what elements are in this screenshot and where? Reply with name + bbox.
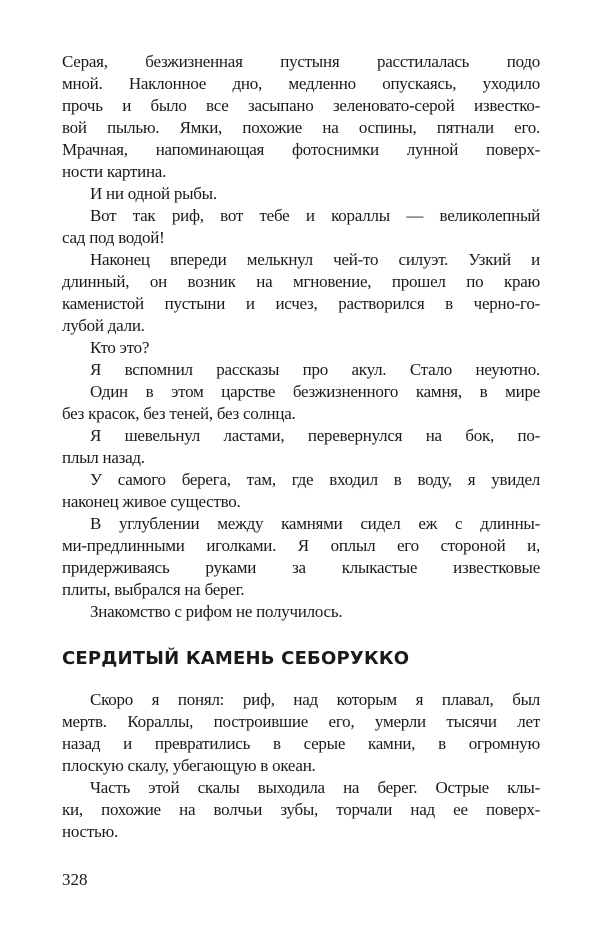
text-line: Серая, безжизненная пустыня расстилалась подо [62,52,540,71]
section-heading: СЕРДИТЫЙ КАМЕНЬ СЕБОРУККО [62,648,410,669]
text-line: И ни одной рыбы. [90,184,217,203]
text-line: лубой дали. [62,316,145,335]
text-line: без красок, без теней, без солнца. [62,404,296,423]
text-line: Я вспомнил рассказы про акул. Стало неуютно. [90,360,540,379]
text-line: Я шевельнул ластами, перевернулся на бок, по- [90,426,540,445]
page-number: 328 [62,870,88,889]
text-line: Мрачная, напоминающая фотоснимки лунной поверх- [62,140,540,159]
text-line: В углублении между камнями сидел еж с длинны- [90,514,540,533]
text-line: сад под водой! [62,228,165,247]
text-line: У самого берега, там, где входил в воду, я увидел [90,470,540,489]
text-line: плоскую скалу, убегающую в океан. [62,756,316,775]
text-line: плыл назад. [62,448,145,467]
text-line: плиты, выбрался на берег. [62,580,245,599]
text-line: Один в этом царстве безжизненного камня, в мире [90,382,540,401]
text-line: ки, похожие на волчьи зубы, торчали над ее поверх- [62,800,540,819]
text-line: Часть этой скалы выходила на берег. Острые клы- [90,778,540,797]
text-line: каменистой пустыни и исчез, растворился в черно-го- [62,294,540,313]
text-line: мертв. Кораллы, построившие его, умерли тысячи лет [62,712,540,731]
text-line: ми-предлинными иголками. Я оплыл его стороной и, [62,536,540,555]
text-line: Знакомство с рифом не получилось. [90,602,343,621]
text-line: длинный, он возник на мгновение, прошел по краю [62,272,540,291]
text-line: Скоро я понял: риф, над которым я плавал, был [90,690,540,709]
text-line: назад и превратились в серые камни, в огромную [62,734,540,753]
text-line: Кто это? [90,338,150,357]
text-line: Наконец впереди мелькнул чей-то силуэт. Узкий и [90,250,540,269]
text-line: Вот так риф, вот тебе и кораллы — великолепный [90,206,540,225]
text-line: вой пылью. Ямки, похожие на оспины, пятнали его. [62,118,540,137]
text-line: придерживаясь руками за клыкастые известковые [62,558,540,577]
text-line: ности картина. [62,162,167,181]
text-line: прочь и было все засыпано зеленовато-серой известко- [62,96,540,115]
text-line: наконец живое существо. [62,492,241,511]
text-line: мной. Наклонное дно, медленно опускаясь, уходило [62,74,540,93]
text-line: ностью. [62,822,118,841]
